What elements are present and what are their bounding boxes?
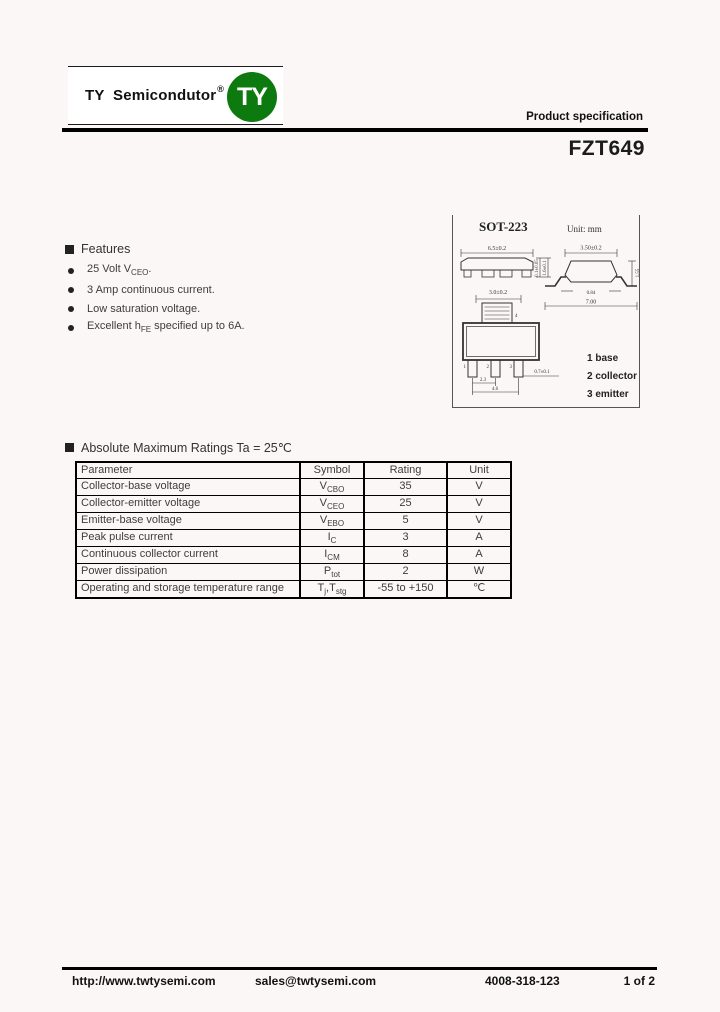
subscript: FE	[140, 325, 152, 335]
features-list	[68, 261, 428, 337]
ratings-row	[76, 581, 511, 599]
feature-item	[68, 318, 428, 337]
header-rule	[62, 128, 648, 132]
ratings-row	[76, 564, 511, 581]
dim-lead-width: 0.7±0.1	[534, 370, 550, 375]
unit-cell: A	[447, 547, 511, 564]
feature-item	[68, 280, 428, 299]
col-header-parameter: Parameter	[76, 462, 300, 479]
subscript: CBO	[327, 484, 345, 494]
text-segment: 3 Amp continuous current.	[87, 283, 215, 296]
parameter-cell: Power dissipation	[76, 564, 300, 581]
text-segment: Excellent h	[87, 320, 141, 333]
dim-pitch: 2.3	[479, 378, 487, 383]
text-segment: I	[327, 530, 331, 543]
col-header-unit: Unit	[447, 462, 511, 479]
pin2-label: 2	[486, 365, 489, 370]
text-segment: V	[319, 513, 328, 526]
parameter-cell: Emitter-base voltage	[76, 513, 300, 530]
col-header-rating: Rating	[364, 462, 447, 479]
company-name: TY Semicondutor	[85, 87, 217, 104]
parameter-cell: Collector-base voltage	[76, 479, 300, 496]
spec-label: Product specification	[526, 111, 643, 123]
feature-text	[87, 320, 245, 334]
subscript: CM	[327, 552, 340, 562]
parameter-cell: Operating and storage temperature range	[76, 581, 300, 599]
legend-pin2-collector: 2 collector	[587, 371, 638, 382]
text-segment: .	[148, 263, 152, 276]
subscript: C	[330, 535, 337, 545]
pin4-label: 4	[515, 314, 518, 319]
feature-text	[87, 284, 215, 296]
dim-body-length: 6.5±0.2	[487, 246, 507, 252]
symbol-cell	[300, 530, 364, 547]
rating-cell: 35	[364, 479, 447, 496]
unit-cell: V	[447, 479, 511, 496]
footer-page-indicator: 1 of 2	[623, 974, 655, 988]
text-segment: specified up to 6A.	[151, 320, 245, 333]
subscript: CEO	[327, 501, 345, 511]
parameter-cell: Collector-emitter voltage	[76, 496, 300, 513]
symbol-cell	[300, 513, 364, 530]
unit-cell: V	[447, 496, 511, 513]
feature-text	[87, 263, 151, 277]
square-bullet-icon	[65, 443, 74, 452]
text-segment: T	[317, 581, 325, 594]
feature-item	[68, 299, 428, 318]
ratings-table	[75, 461, 512, 599]
rating-cell: 5	[364, 513, 447, 530]
symbol-cell	[300, 547, 364, 564]
footer-website: http://www.twtysemi.com	[72, 974, 216, 988]
ratings-header-row	[76, 462, 511, 479]
dim-tab-width: 3.0±0.2	[488, 290, 508, 296]
ratings-row	[76, 513, 511, 530]
features-title-text: Features	[81, 242, 131, 256]
legend-pin3-emitter: 3 emitter	[587, 389, 629, 400]
rating-cell: 25	[364, 496, 447, 513]
logo-text: TY	[237, 82, 267, 111]
subscript: EBO	[327, 518, 345, 528]
round-bullet-icon	[68, 268, 74, 274]
pin1-label: 1	[463, 365, 466, 370]
package-diagram-box	[452, 215, 640, 408]
round-bullet-icon	[68, 287, 74, 293]
text-segment: P	[323, 564, 332, 577]
dim-center: 0.84	[586, 291, 596, 296]
symbol-cell	[300, 496, 364, 513]
package-name: SOT-223	[479, 219, 528, 234]
text-segment: V	[319, 496, 327, 509]
square-bullet-icon	[65, 245, 74, 254]
rating-cell: -55 to +150	[364, 581, 447, 599]
ratings-row	[76, 530, 511, 547]
unit-cell: ℃	[447, 581, 511, 599]
part-number: FZT649	[568, 137, 645, 160]
ratings-row	[76, 496, 511, 513]
text-segment: V	[319, 479, 327, 492]
ratings-heading	[65, 440, 292, 455]
symbol-cell	[300, 479, 364, 496]
parameter-cell: Continuous collector current	[76, 547, 300, 564]
company-logo	[227, 72, 277, 122]
dim-body-width: 3.50±0.2	[580, 245, 602, 252]
text-segment: Low saturation voltage.	[87, 302, 201, 315]
dim-lead-span: 7.00	[585, 299, 597, 306]
unit-label: Unit: mm	[567, 224, 602, 234]
subscript: stg	[335, 586, 347, 596]
legend-pin1-base: 1 base	[587, 353, 619, 364]
rating-cell: 2	[364, 564, 447, 581]
round-bullet-icon	[68, 325, 74, 331]
symbol-cell	[300, 564, 364, 581]
dim-lead-span-bottom: 4.6	[491, 387, 499, 392]
footer-rule	[62, 967, 657, 970]
col-header-symbol: Symbol	[300, 462, 364, 479]
unit-cell: A	[447, 530, 511, 547]
subscript: CEO	[131, 268, 149, 278]
footer-phone: 4008-318-123	[485, 974, 560, 988]
dim-standoff: 0.1±0.05	[535, 259, 540, 277]
dim-seated-height: 1.55	[636, 268, 641, 278]
parameter-cell: Peak pulse current	[76, 530, 300, 547]
text-segment: 25 Volt V	[87, 263, 132, 276]
subscript: tot	[331, 569, 341, 579]
rating-cell: 3	[364, 530, 447, 547]
features-heading	[65, 242, 130, 256]
ratings-row	[76, 547, 511, 564]
feature-item	[68, 261, 428, 280]
round-bullet-icon	[68, 306, 74, 312]
ratings-table-body	[76, 479, 511, 599]
footer-email: sales@twtysemi.com	[255, 974, 377, 988]
dim-height: 1.6±0.1	[543, 260, 548, 276]
unit-cell: W	[447, 564, 511, 581]
unit-cell: V	[447, 513, 511, 530]
feature-text	[87, 303, 200, 315]
registered-trademark-icon: ®	[217, 83, 224, 94]
text-segment: ,T	[326, 581, 336, 594]
pin3-label: 3	[509, 365, 512, 370]
symbol-cell	[300, 581, 364, 599]
ratings-title-text: Absolute Maximum Ratings Ta = 25℃	[81, 441, 292, 455]
rating-cell: 8	[364, 547, 447, 564]
text-segment: I	[324, 547, 328, 560]
subscript: j	[324, 586, 327, 596]
ratings-row	[76, 479, 511, 496]
